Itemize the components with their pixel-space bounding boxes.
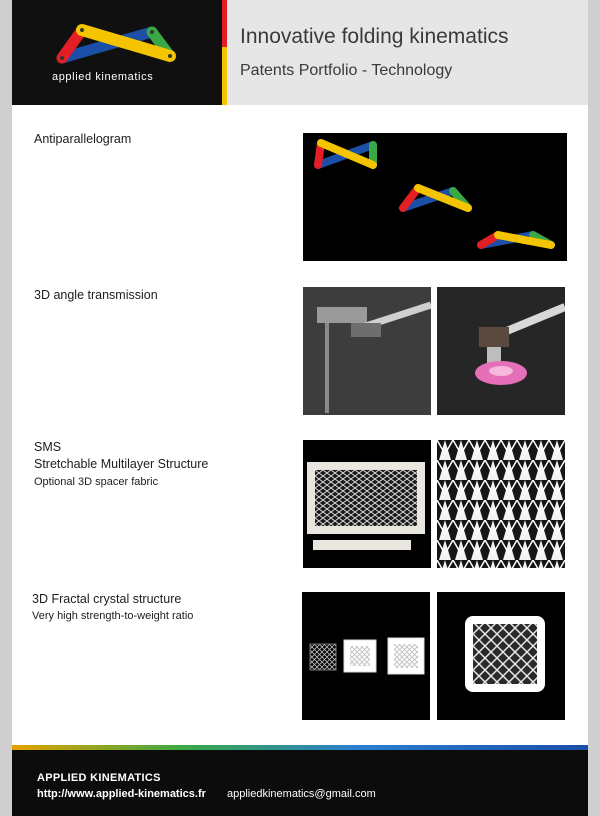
- section-description: Optional 3D spacer fabric: [34, 476, 159, 488]
- section-subtitle: Stretchable Multilayer Structure: [34, 457, 209, 471]
- angle-transmission-photo-2: [437, 287, 565, 415]
- footer-email-link[interactable]: appliedkinematics@gmail.com: [227, 788, 376, 800]
- section-title: SMS: [34, 440, 62, 454]
- antiparallelogram-mechanisms: [303, 133, 567, 261]
- footer-company: APPLIED KINEMATICS: [37, 772, 161, 784]
- section-title: 3D Fractal crystal structure: [32, 592, 182, 606]
- brand-name: applied kinematics: [52, 71, 154, 83]
- fractal-cubes: [302, 592, 430, 720]
- section-title: 3D angle transmission: [34, 288, 158, 302]
- antiparallelogram-photo: [303, 133, 567, 261]
- sms-panel: [303, 440, 431, 568]
- fractal-photo-2: [437, 592, 565, 720]
- angle-mechanism-arm: [303, 287, 431, 415]
- page-subtitle: Patents Portfolio - Technology: [240, 62, 453, 79]
- header-logo-panel: [12, 0, 222, 105]
- section-title: Antiparallelogram: [34, 132, 132, 146]
- page-title: Innovative folding kinematics: [240, 25, 509, 48]
- header-title-panel: [227, 0, 588, 105]
- footer-website-link[interactable]: http://www.applied-kinematics.fr: [37, 788, 206, 800]
- sms-closeup: [437, 440, 565, 568]
- fractal-photo-1: [302, 592, 430, 720]
- fractal-closeup: [437, 592, 565, 720]
- section-description: Very high strength-to-weight ratio: [32, 610, 194, 622]
- angle-transmission-photo-1: [303, 287, 431, 415]
- logo-antiparallelogram-icon: [12, 0, 222, 105]
- sms-photo-1: [303, 440, 431, 568]
- poster: [12, 0, 588, 816]
- angle-mechanism-disc: [437, 287, 565, 415]
- sms-photo-2: [437, 440, 565, 568]
